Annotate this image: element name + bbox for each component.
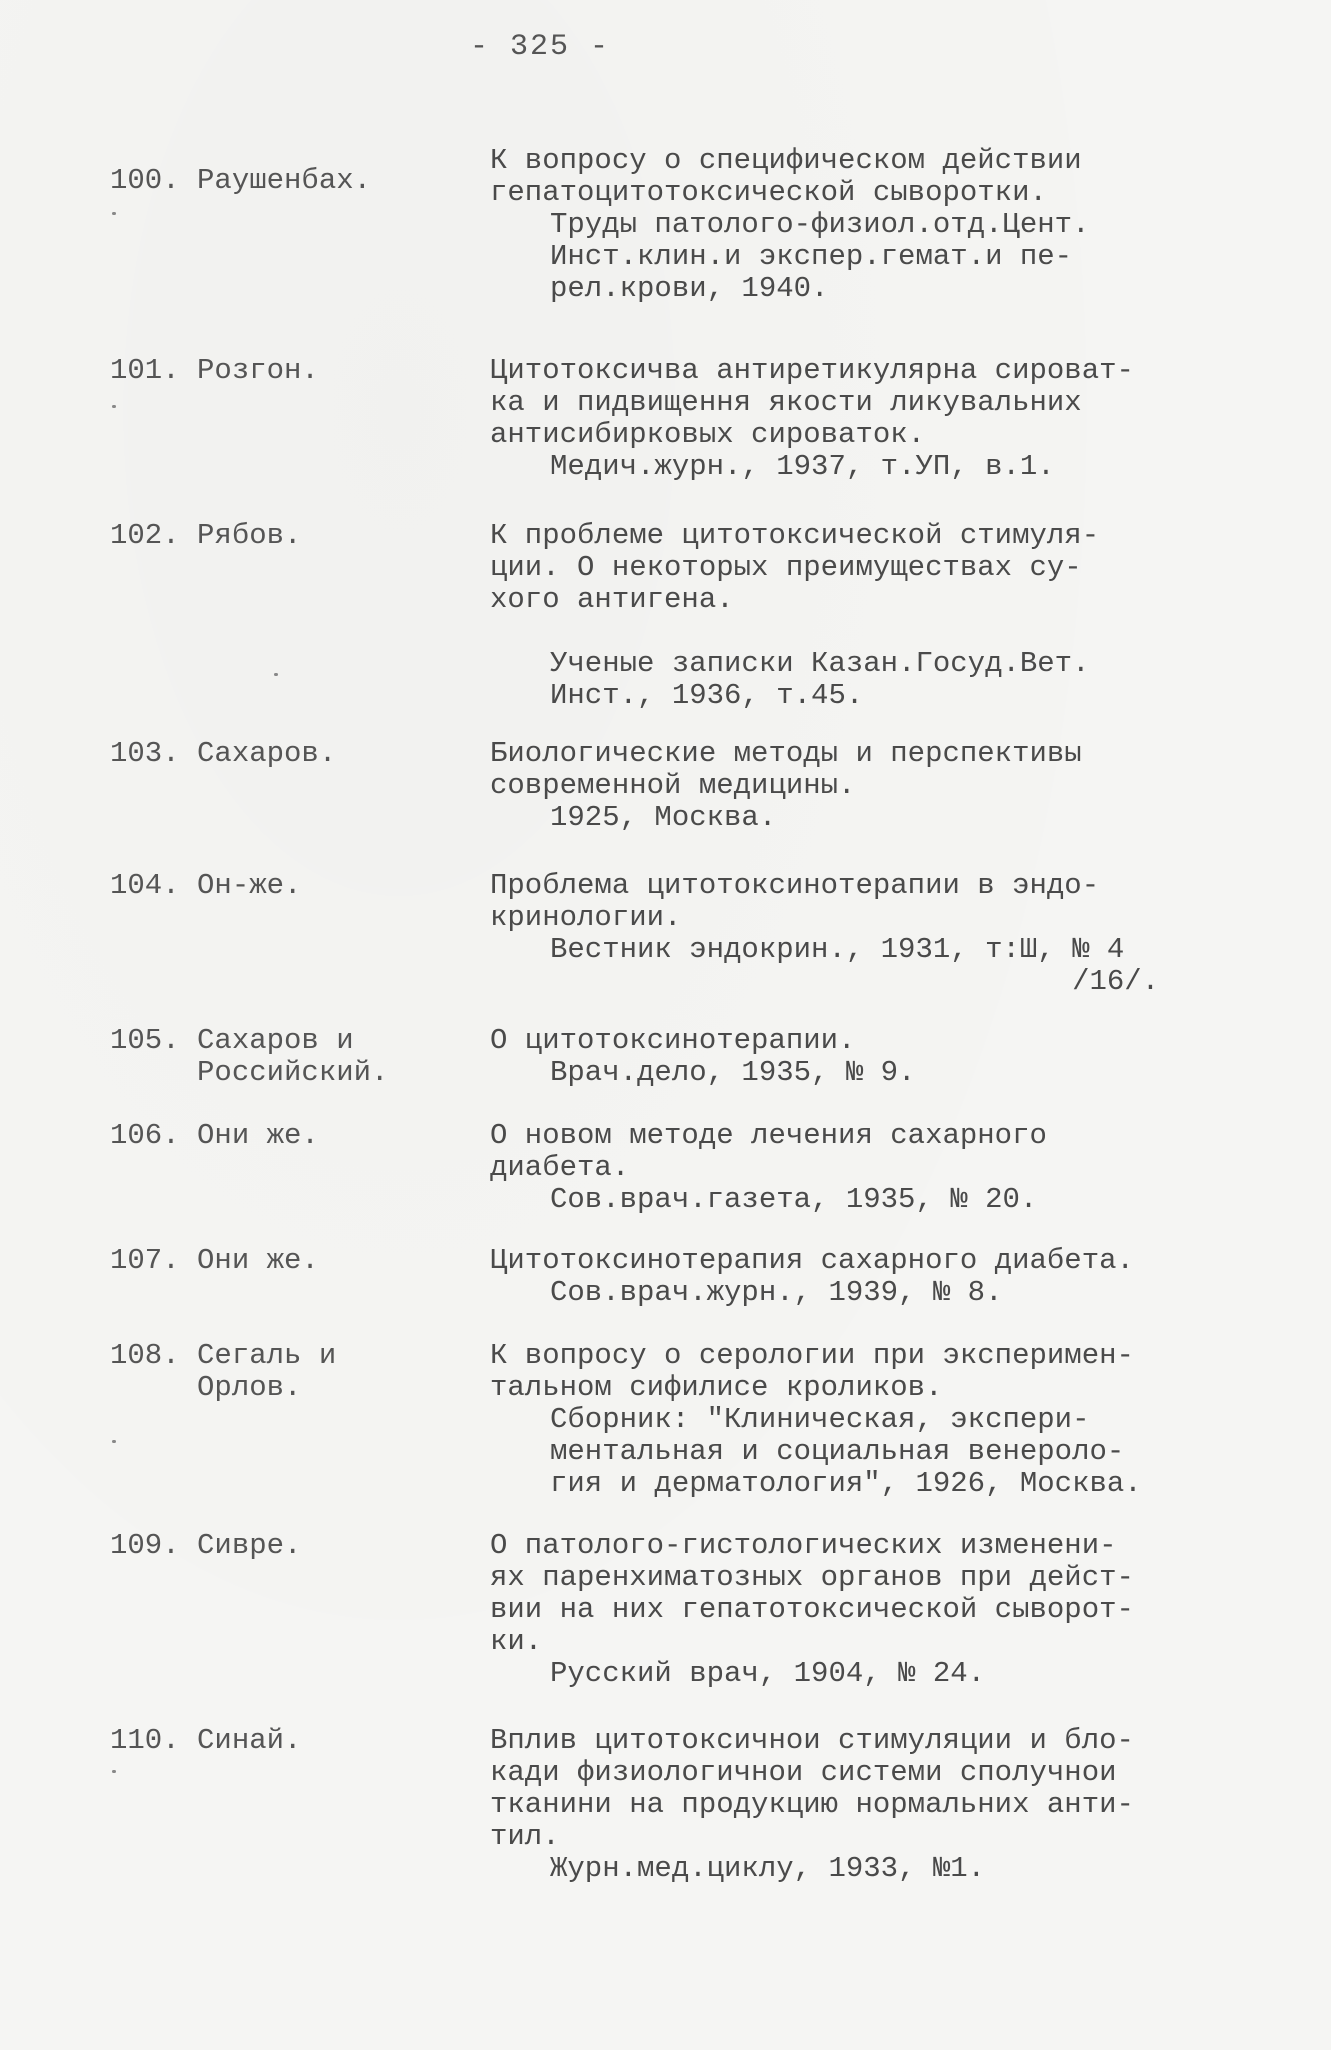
- title-line: ка и пидвищення якости ликувальних: [490, 386, 1082, 419]
- source-line: 1925, Москва.: [550, 801, 777, 834]
- title-line: К вопросу о специфическом действии: [490, 144, 1082, 177]
- entry-citation: [490, 520, 1290, 712]
- title-line: вии на них гепатотоксической сыворот-: [490, 1593, 1134, 1626]
- entry-author: 107. Они же.: [110, 1244, 319, 1277]
- entry-author: 100. Раушенбах.: [110, 164, 372, 197]
- title-line: Цитотоксичва антиретикулярна сироват-: [490, 354, 1134, 387]
- source-line: Труды патолого-физиол.отд.Цент.: [550, 208, 1090, 241]
- title-line: К проблеме цитотоксической стимуля-: [490, 519, 1100, 552]
- entry-author: 103. Сахаров.: [110, 737, 337, 770]
- source-line: Сов.врач.журн., 1939, № 8.: [550, 1276, 1003, 1309]
- title-line: современной медицины.: [490, 769, 856, 802]
- source-line: рел.крови, 1940.: [550, 272, 829, 305]
- source-line: /16/.: [550, 965, 1160, 998]
- entry-citation: [490, 355, 1290, 483]
- source-line: Инст.клин.и экспер.гемат.и пе-: [550, 240, 1073, 273]
- title-line: тканини на продукцию нормальних анти-: [490, 1788, 1134, 1821]
- source-line: Инст., 1936, т.45.: [550, 679, 864, 712]
- entry-citation: [490, 145, 1290, 305]
- title-line: диабета.: [490, 1151, 630, 1184]
- source-line: Вестник эндокрин., 1931, т:Ш, № 4: [550, 933, 1125, 966]
- entry-citation: [490, 1340, 1290, 1500]
- scan-speck: [112, 405, 116, 408]
- title-line: ях паренхиматозных органов при дейст-: [490, 1561, 1134, 1594]
- entry-author: 106. Они же.: [110, 1119, 319, 1152]
- entry-citation: [490, 1530, 1290, 1690]
- title-line: ции. О некоторых преимуществах су-: [490, 551, 1082, 584]
- entry-author: 109. Сивре.: [110, 1529, 302, 1562]
- source-line: Врач.дело, 1935, № 9.: [550, 1056, 916, 1089]
- source-line: Журн.мед.циклу, 1933, №1.: [550, 1852, 986, 1885]
- title-line: тил.: [490, 1820, 560, 1853]
- title-line: кринологии.: [490, 901, 682, 934]
- page-number: - 325 -: [470, 30, 611, 64]
- title-line: Вплив цитотоксичнои стимуляции и бло-: [490, 1724, 1134, 1757]
- entry-author: 101. Розгон.: [110, 354, 319, 387]
- entry-citation: [490, 738, 1290, 834]
- source-line: Сборник: "Клиническая, экспери-: [550, 1403, 1090, 1436]
- title-line: Цитотоксинотерапия сахарного диабета.: [490, 1244, 1134, 1277]
- source-line: гия и дерматология", 1926, Москва.: [550, 1467, 1142, 1500]
- title-line: тальном сифилисе кроликов.: [490, 1371, 943, 1404]
- entry-author: 102. Рябов.: [110, 519, 302, 552]
- scan-speck: [112, 1440, 116, 1443]
- title-line: гепатоцитотоксической сыворотки.: [490, 176, 1047, 209]
- entry-citation: [490, 1725, 1290, 1885]
- entry-citation: [490, 870, 1290, 998]
- title-line: антисибирковых сироваток.: [490, 418, 926, 451]
- title-line: хого антигена.: [490, 583, 734, 616]
- scan-speck: [274, 673, 278, 676]
- title-line: Проблема цитотоксинотерапии в эндо-: [490, 869, 1100, 902]
- entry-author: 110. Синай.: [110, 1724, 302, 1757]
- entry-citation: [490, 1025, 1290, 1089]
- entry-author: 108. Сегаль и Орлов.: [110, 1339, 337, 1404]
- source-line: Русский врач, 1904, № 24.: [550, 1657, 986, 1690]
- entry-author: 105. Сахаров и Российский.: [110, 1024, 389, 1089]
- source-line: Медич.журн., 1937, т.УП, в.1.: [550, 450, 1055, 483]
- entry-author: 104. Он-же.: [110, 869, 302, 902]
- source-line: ментальная и социальная венероло-: [550, 1435, 1125, 1468]
- scan-speck: [112, 212, 116, 215]
- entry-citation: [490, 1245, 1290, 1309]
- source-line: Сов.врач.газета, 1935, № 20.: [550, 1183, 1038, 1216]
- scan-speck: [112, 1770, 116, 1773]
- title-line: О новом методе лечения сахарного: [490, 1119, 1047, 1152]
- title-line: О патолого-гистологических изменени-: [490, 1529, 1117, 1562]
- source-line: Ученые записки Казан.Госуд.Вет.: [550, 647, 1090, 680]
- title-line: ки.: [490, 1625, 543, 1658]
- entry-citation: [490, 1120, 1290, 1216]
- title-line: О цитотоксинотерапии.: [490, 1024, 856, 1057]
- title-line: К вопросу о серологии при эксперимен-: [490, 1339, 1134, 1372]
- title-line: кади физиологичнои системи сполучнои: [490, 1756, 1117, 1789]
- title-line: Биологические методы и перспективы: [490, 737, 1082, 770]
